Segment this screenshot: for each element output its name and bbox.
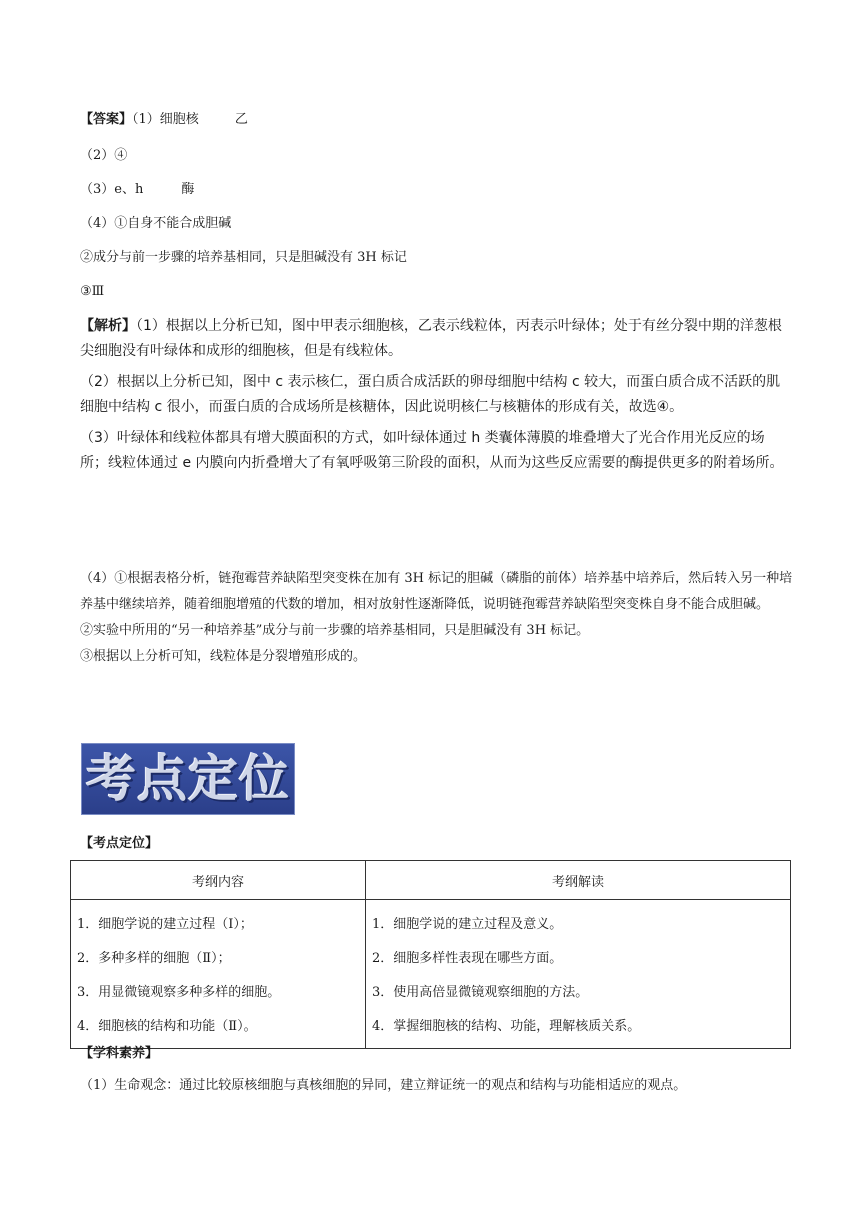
analysis-para-6: ③根据以上分析可知，线粒体是分裂增殖形成的。: [80, 649, 367, 664]
answer-line-5: ②成分与前一步骤的培养基相同，只是胆碱没有 3H 标记: [80, 250, 407, 265]
analysis-label: 【解析】: [80, 318, 136, 334]
answer-line-3: [80, 180, 194, 200]
answer-line-2: （2）④: [80, 148, 128, 163]
answer-line-4: （4）①自身不能合成胆碱: [80, 216, 232, 231]
section-banner: [81, 743, 295, 815]
table-header-content: 考纲内容: [71, 861, 366, 900]
table-row: [71, 900, 791, 1049]
list-item: 3．使用高倍显微镜观察细胞的方法。: [372, 985, 589, 1000]
list-item: 1．细胞学说的建立过程及意义。: [372, 917, 563, 932]
syllabus-table: [70, 860, 791, 1049]
kaodian-heading: 【考点定位】: [80, 836, 159, 851]
banner-text: 考点定位: [86, 750, 290, 808]
answer-1-num: （1）: [132, 112, 160, 127]
analysis-para-3: （3）叶绿体和线粒体都具有增大膜面积的方式，如叶绿体通过 h 类囊体薄膜的堆叠增大了光合作用光反应的场所；线粒体通过 e 内膜向内折叠增大了有氧呼吸第三阶段的面积，从而为这些反应需要的酶提供更多的附着场所。: [80, 430, 784, 471]
answer-1-a: 细胞核: [159, 112, 199, 127]
answer-line-1: [80, 110, 248, 130]
list-item: 4．掌握细胞核的结构、功能，理解核质关系。: [372, 1019, 641, 1034]
analysis-para-1: 【解析】（1）根据以上分析已知，图中甲表示细胞核，乙表示线粒体，丙表示叶绿体；处于有丝分裂中期的洋葱根尖细胞没有叶绿体和成形的细胞核，但是有线粒体。: [80, 318, 782, 359]
answer-1-b: 乙: [234, 112, 248, 127]
table-cell-content: [71, 900, 366, 1049]
table-cell-interpretation: [366, 900, 791, 1049]
suyang-heading: 【学科素养】: [80, 1046, 159, 1061]
suyang-para-1: （1）生命观念：通过比较原核细胞与真核细胞的异同，建立辩证统一的观点和结构与功能相适应的观点。: [80, 1078, 687, 1093]
analysis-para-2: （2）根据以上分析已知，图中 c 表示核仁，蛋白质合成活跃的卵母细胞中结构 c 较大，而蛋白质合成不活跃的肌细胞中结构 c 很小，而蛋白质的合成场所是核糖体，因此说明核仁与核糖体的形成有关，故选④。: [80, 374, 781, 415]
list-item: 3．用显微镜观察多种多样的细胞。: [77, 985, 281, 1000]
answer-label: 【答案】: [80, 112, 133, 127]
answer-3-b: 酶: [181, 182, 195, 197]
table-header-interpretation: 考纲解读: [366, 861, 791, 900]
analysis-para-4: （4）①根据表格分析，链孢霉营养缺陷型突变株在加有 3H 标记的胆碱（磷脂的前体）培养基中培养后，然后转入另一种培养基中继续培养，随着细胞增殖的代数的增加，相对放射性逐渐降低，说明链孢霉营养缺陷型突变株自身不能合成胆碱。: [80, 571, 793, 612]
analysis-block: [80, 314, 792, 482]
analysis-para-5: ②实验中所用的“另一种培养基”成分与前一步骤的培养基相同，只是胆碱没有 3H 标记。: [80, 623, 590, 638]
list-item: 1．细胞学说的建立过程（Ⅰ）；: [77, 917, 253, 932]
list-item: 2．多种多样的细胞（Ⅱ）；: [77, 951, 231, 966]
list-item: 2．细胞多样性表现在哪些方面。: [372, 951, 563, 966]
analysis-continued: [80, 566, 795, 670]
table-header-row: [71, 861, 791, 900]
answer-3-a: （3）e、h: [80, 182, 144, 197]
answer-line-6: ③Ⅲ: [80, 284, 105, 299]
list-item: 4．细胞核的结构和功能（Ⅱ）。: [77, 1019, 257, 1034]
